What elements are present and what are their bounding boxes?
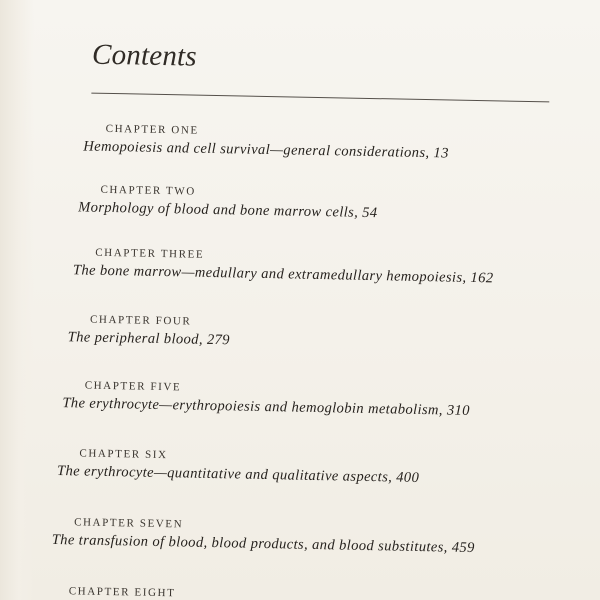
chapter-label: CHAPTER EIGHT	[68, 585, 176, 600]
toc-entry-3	[72, 246, 494, 288]
chapter-title: Hemopoiesis and cell survival—general considerations, 13	[83, 138, 449, 162]
toc-entry-1	[83, 122, 449, 163]
chapter-label: CHAPTER SEVEN	[74, 516, 184, 531]
toc-entry-4	[67, 313, 231, 350]
chapter-title: The erythrocyte—quantitative and qualitative aspects, 400	[56, 463, 420, 486]
chapter-title: Morphology of blood and bone marrow cells, 54	[78, 199, 378, 222]
toc-entry-5	[62, 379, 471, 420]
chapter-title: The erythrocyte—erythropoiesis and hemoglobin metabolism, 310	[62, 395, 471, 419]
page-title: Contents	[91, 38, 198, 73]
chapter-title: The transfusion of blood, blood products, and blood substitutes, 459	[51, 531, 475, 557]
toc-entry-6	[56, 447, 420, 487]
chapter-label: CHAPTER TWO	[100, 183, 196, 198]
chapter-label: CHAPTER FOUR	[89, 313, 192, 328]
chapter-label: CHAPTER FIVE	[84, 379, 182, 394]
toc-entry-8	[69, 585, 176, 600]
chapter-title: The peripheral blood, 279	[67, 329, 231, 349]
toc-entry-7	[51, 516, 476, 557]
title-divider	[91, 93, 549, 103]
chapter-title: The bone marrow—medullary and extramedullary hemopoiesis, 162	[72, 262, 494, 287]
chapter-label: CHAPTER THREE	[95, 246, 205, 261]
chapter-label: CHAPTER ONE	[105, 122, 199, 137]
chapter-label: CHAPTER SIX	[79, 447, 168, 462]
toc-entry-2	[78, 183, 378, 222]
